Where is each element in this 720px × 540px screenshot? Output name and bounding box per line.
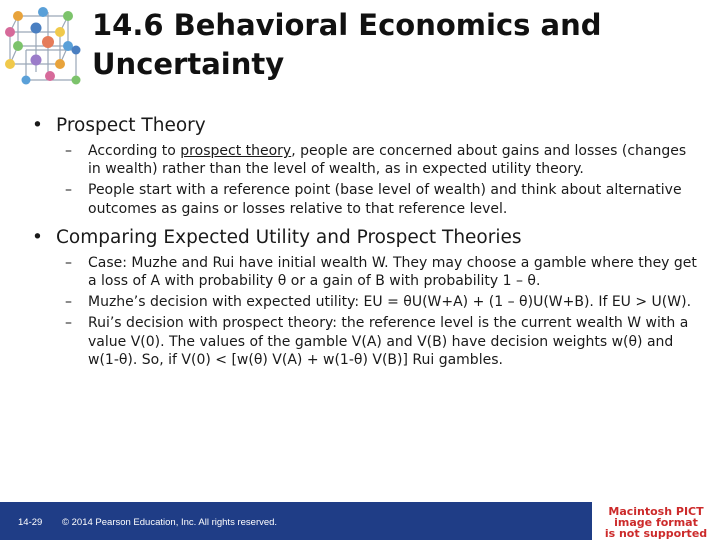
bullet-comparing-theories (30, 226, 698, 250)
sub-bullet-text: Muzhe’s decision with expected utility: EU = θU(W+A) + (1 – θ)U(W+B). If EU > U(W). (88, 294, 692, 311)
sub-bullet: – People start with a reference point (base level of wealth) and think about alternative outcomes as gains or losses relative to that reference level. (65, 182, 682, 217)
sub-bullet: – Case: Muzhe and Rui have initial wealth W. They may choose a gamble where they get a loss of A with probability θ or a gain of B with probability 1 – θ. (65, 254, 697, 290)
footer-bar (0, 502, 592, 540)
title-line-1: 14.6 Behavioral Economics and (92, 8, 602, 42)
prospect-theory-link[interactable]: prospect theory (180, 143, 292, 159)
sub-bullet-text: Case: Muzhe and Rui have initial wealth W. They may choose a gamble where they get a loss of A with probability θ or a gain of B with probability 1 – θ. (88, 254, 697, 290)
sub-bullet: – Muzhe’s decision with expected utility: EU = θU(W+A) + (1 – θ)U(W+B). If EU > U(W). (65, 294, 692, 311)
bullet-heading: Prospect Theory (56, 115, 206, 136)
bullet-heading: Comparing Expected Utility and Prospect Theories (56, 226, 522, 248)
sub-bullet: – According to prospect theory, people are concerned about gains and losses (changes in wealth) rather than the level of wealth, as in expected utility theory. (65, 143, 687, 178)
slide-title (92, 6, 702, 84)
copyright-text: © 2014 Pearson Education, Inc. All rights reserved. (62, 517, 278, 528)
sub-bullet-text: Rui’s decision with prospect theory: the reference level is the current wealth W with a value V(0). The values of the gamble V(A) and V(B) have decision weights w(θ) and w(1-θ). So, if V(0) < [w(θ) V(A) + w(1-θ) V(B)] Rui gambles. (88, 315, 689, 368)
sub-bullet-text: According to prospect theory, people are concerned about gains and losses (changes in wealth) rather than the level of wealth, as in expected utility theory. (88, 143, 687, 178)
sub-bullet: – Rui’s decision with prospect theory: the reference level is the current wealth W with a value V(0). The values of the gamble V(A) and V(B) have decision weights w(θ) and w(1-θ). So, if V(0) < [w(θ) V(A) + w(1-θ) V(B)] Rui gambles. (65, 315, 689, 368)
molecule-logo-icon (2, 2, 84, 86)
pict-unsupported-notice: Macintosh PICT image format is not supported (592, 502, 720, 540)
bullet-prospect-theory (30, 114, 698, 138)
slide-content (30, 114, 698, 372)
page-number: 14-29 (18, 517, 43, 528)
title-line-2: Uncertainty (92, 47, 285, 81)
sub-bullet-text: People start with a reference point (base level of wealth) and think about alternative outcomes as gains or losses relative to that reference level. (88, 182, 682, 217)
